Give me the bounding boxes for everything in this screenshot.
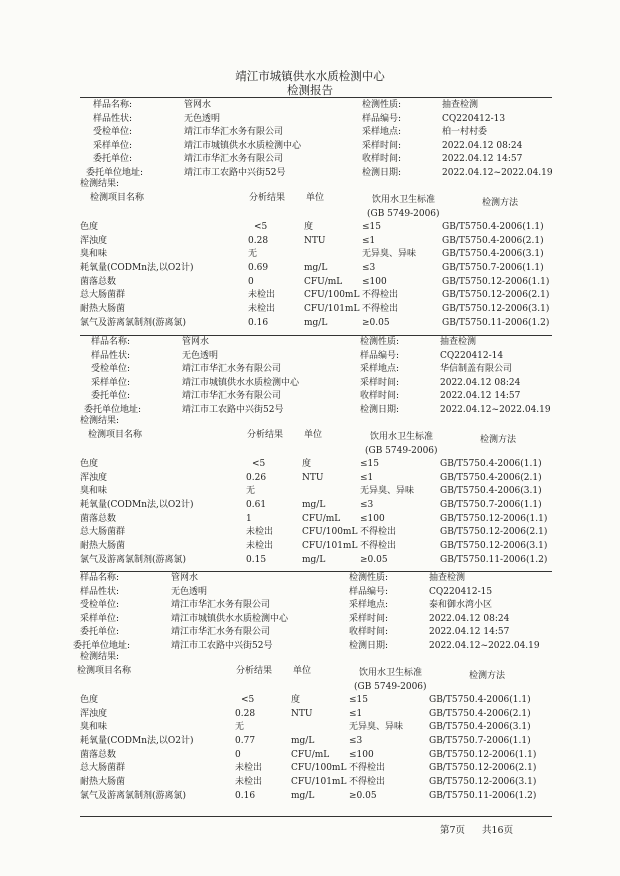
- label-sampling-unit: 采样单位:: [91, 377, 131, 388]
- label-sample-status: 样品性状:: [93, 113, 133, 124]
- label-entrusted-unit: 受检单位:: [91, 364, 131, 374]
- table-row-unit: CFU/101mL: [291, 777, 347, 787]
- table-row-result: 0.77: [235, 736, 256, 746]
- table-row-standard: ≤100: [360, 514, 385, 524]
- table-row-item: 耐热大肠菌: [80, 541, 126, 551]
- table-row-unit: mg/L: [302, 555, 326, 565]
- table-row-result: 0.61: [246, 500, 267, 510]
- table-row-standard: ≤15: [362, 222, 381, 232]
- table-row-method: GB/T5750.4-2006(3.1): [440, 486, 542, 496]
- label-client-unit: 委托单位:: [91, 391, 131, 401]
- table-row-unit: 度: [304, 222, 314, 232]
- table-row-item: 氯气及游离氯制剂(游离氯): [80, 555, 187, 565]
- table-row-method: GB/T5750.12-2006(1.1): [440, 514, 548, 524]
- table-row-result: 未检出: [248, 290, 276, 300]
- table-row-method: GB/T5750.12-2006(1.1): [429, 750, 537, 760]
- value-test-date: 2022.04.12~2022.04.19: [440, 404, 551, 415]
- value-sampling-time: 2022.04.12 08:24: [429, 613, 510, 624]
- label-receive-time: 收样时间:: [362, 154, 402, 164]
- value-site: 泰和御水湾小区: [429, 600, 493, 610]
- col-unit: 单位: [304, 430, 323, 440]
- col-result: 分析结果: [236, 666, 273, 676]
- table-row-method: GB/T5750.12-2006(3.1): [440, 541, 548, 551]
- table-row-standard: 无异臭、异味: [349, 722, 404, 732]
- table-row-result: 0.26: [246, 473, 267, 483]
- value-sampling-time: 2022.04.12 08:24: [442, 140, 523, 151]
- label-sample-status: 样品性状:: [80, 586, 120, 597]
- table-row-standard: 不得检出: [360, 541, 397, 551]
- value-test-date: 2022.04.12~2022.04.19: [429, 640, 540, 651]
- table-row-standard: 不得检出: [349, 763, 386, 773]
- table-row-standard: ≤15: [349, 695, 368, 705]
- table-row-item: 总大肠菌群: [80, 763, 126, 773]
- label-sampling-site: 采样地点:: [362, 127, 402, 137]
- table-row-method: GB/T5750.12-2006(3.1): [429, 777, 537, 787]
- table-row-item: 耐热大肠菌: [80, 304, 126, 314]
- value-sample-no: CQ220412-13: [442, 113, 506, 124]
- table-row-item: 耐热大肠菌: [80, 777, 126, 787]
- label-sampling-time: 采样时间:: [360, 377, 400, 388]
- table-row-standard: 无异臭、异味: [360, 486, 415, 496]
- value-nature: 抽查检测: [442, 100, 479, 110]
- value-client: 靖江市华汇水务有限公司: [184, 154, 284, 164]
- table-row-result: <5: [252, 459, 266, 469]
- table-row-item: 耗氧量(CODMn法,以O2计): [80, 500, 194, 510]
- page-total: 共16页: [482, 825, 514, 836]
- value-receive-time: 2022.04.12 14:57: [429, 627, 510, 637]
- table-row-item: 浑浊度: [80, 709, 108, 719]
- table-row-result: 未检出: [246, 541, 274, 551]
- table-row-standard: 不得检出: [349, 777, 386, 787]
- value-test-date: 2022.04.12~2022.04.19: [442, 167, 553, 178]
- col-method: 检测方法: [469, 671, 506, 681]
- results-heading: 检测结果:: [80, 179, 120, 189]
- table-row-result: 0.69: [248, 263, 269, 273]
- value-nature: 抽查检测: [429, 573, 466, 583]
- col-unit: 单位: [293, 666, 312, 676]
- table-row-result: 无: [248, 249, 258, 259]
- label-sample-name: 样品名称:: [93, 100, 133, 110]
- table-row-unit: mg/L: [304, 263, 328, 273]
- org-title: 靖江市城镇供水水质检测中心: [235, 69, 385, 83]
- block-divider: [80, 571, 552, 572]
- label-client-address: 委托单位地址:: [73, 640, 131, 651]
- label-sampling-unit: 采样单位:: [93, 140, 133, 151]
- table-row-result: 0: [248, 277, 254, 287]
- table-row-method: GB/T5750.4-2006(2.1): [442, 236, 544, 246]
- table-row-method: GB/T5750.4-2006(2.1): [429, 709, 531, 719]
- table-row-unit: 度: [302, 459, 312, 469]
- table-row-unit: CFU/mL: [304, 277, 343, 287]
- table-row-item: 总大肠菌群: [80, 290, 126, 300]
- table-row-standard: ≤1: [362, 236, 376, 246]
- label-receive-time: 收样时间:: [349, 627, 389, 637]
- table-row-item: 氯气及游离氯制剂(游离氯): [80, 791, 187, 801]
- value-receive-time: 2022.04.12 14:57: [442, 154, 523, 164]
- col-standard-sub: (GB 5749-2006): [354, 682, 427, 692]
- table-row-result: 未检出: [248, 304, 276, 314]
- col-standard-sub: (GB 5749-2006): [367, 209, 440, 219]
- label-sampling-time: 采样时间:: [362, 140, 402, 151]
- value-address: 靖江市工农路中兴街52号: [182, 404, 284, 415]
- value-site: 柏一村村委: [442, 127, 488, 137]
- table-row-method: GB/T5750.7-2006(1.1): [429, 736, 531, 746]
- value-address: 靖江市工农路中兴街52号: [184, 167, 286, 178]
- table-row-item: 总大肠菌群: [80, 527, 126, 537]
- table-row-result: 0: [235, 750, 241, 760]
- label-test-date: 检测日期:: [360, 404, 400, 415]
- label-sample-name: 样品名称:: [91, 337, 131, 347]
- label-receive-time: 收样时间:: [360, 391, 400, 401]
- table-row-item: 浑浊度: [80, 473, 108, 483]
- table-row-result: 0.16: [235, 791, 256, 801]
- table-row-unit: CFU/101mL: [304, 304, 360, 314]
- label-test-date: 检测日期:: [349, 640, 389, 651]
- col-result: 分析结果: [247, 430, 284, 440]
- col-standard: 饮用水卫生标准: [372, 195, 436, 205]
- value-sample-no: CQ220412-14: [440, 350, 504, 361]
- value-address: 靖江市工农路中兴街52号: [171, 640, 273, 651]
- value-sampler: 靖江市城镇供水水质检测中心: [184, 140, 302, 151]
- value-status: 无色透明: [182, 350, 219, 361]
- label-test-date: 检测日期:: [362, 167, 402, 178]
- value-entrusted: 靖江市华汇水务有限公司: [182, 364, 282, 374]
- table-row-standard: ≤100: [349, 750, 374, 760]
- block-divider: [80, 335, 552, 336]
- value-sample-no: CQ220412-15: [429, 586, 493, 597]
- table-row-standard: ≤3: [360, 500, 374, 510]
- value-nature: 抽查检测: [440, 337, 477, 347]
- table-row-item: 菌落总数: [80, 750, 117, 760]
- table-row-standard: ≥0.05: [360, 555, 388, 565]
- table-row-standard: ≥0.05: [362, 318, 390, 328]
- table-row-unit: mg/L: [291, 736, 315, 746]
- table-row-item: 菌落总数: [80, 514, 117, 524]
- label-test-nature: 检测性质:: [362, 100, 402, 110]
- table-row-unit: NTU: [304, 236, 326, 246]
- table-row-item: 臭和味: [80, 722, 108, 732]
- label-entrusted-unit: 受检单位:: [93, 127, 133, 137]
- value-sample-name: 管网水: [182, 337, 210, 347]
- label-test-nature: 检测性质:: [360, 337, 400, 347]
- value-sampler: 靖江市城镇供水水质检测中心: [171, 613, 289, 624]
- table-row-item: 色度: [80, 459, 99, 469]
- table-row-unit: mg/L: [302, 500, 326, 510]
- table-row-standard: ≤3: [349, 736, 363, 746]
- table-row-result: 0.28: [248, 236, 269, 246]
- table-row-item: 臭和味: [80, 486, 108, 496]
- table-row-method: GB/T5750.4-2006(2.1): [440, 473, 542, 483]
- col-result: 分析结果: [249, 193, 286, 203]
- label-entrusted-unit: 受检单位:: [80, 600, 120, 610]
- label-client-address: 委托单位地址:: [86, 167, 144, 178]
- table-row-method: GB/T5750.12-2006(2.1): [442, 290, 550, 300]
- col-method: 检测方法: [482, 198, 519, 208]
- table-row-result: 无: [246, 486, 256, 496]
- table-row-item: 色度: [80, 222, 99, 232]
- col-unit: 单位: [306, 193, 325, 203]
- table-row-item: 菌落总数: [80, 277, 117, 287]
- header-rule: [80, 97, 552, 98]
- value-sampling-time: 2022.04.12 08:24: [440, 377, 521, 388]
- table-row-method: GB/T5750.11-2006(1.2): [429, 791, 537, 801]
- col-item: 检测项目名称: [88, 430, 143, 440]
- col-standard: 饮用水卫生标准: [370, 432, 434, 442]
- table-row-method: GB/T5750.12-2006(1.1): [442, 277, 550, 287]
- table-row-result: 1: [246, 514, 252, 524]
- value-status: 无色透明: [171, 586, 208, 597]
- label-test-nature: 检测性质:: [349, 573, 389, 583]
- table-row-result: 未检出: [235, 763, 263, 773]
- table-row-standard: ≤100: [362, 277, 387, 287]
- report-title: 检测报告: [287, 83, 333, 97]
- table-row-unit: CFU/mL: [291, 750, 330, 760]
- table-row-item: 氯气及游离氯制剂(游离氯): [80, 318, 187, 328]
- value-client: 靖江市华汇水务有限公司: [171, 627, 271, 637]
- value-sampler: 靖江市城镇供水水质检测中心: [182, 377, 300, 388]
- table-row-standard: 不得检出: [360, 527, 397, 537]
- value-sample-name: 管网水: [184, 100, 212, 110]
- table-row-unit: mg/L: [291, 791, 315, 801]
- label-client-address: 委托单位地址:: [84, 404, 142, 415]
- table-row-method: GB/T5750.4-2006(1.1): [429, 695, 531, 705]
- table-row-unit: NTU: [291, 709, 313, 719]
- table-row-method: GB/T5750.12-2006(2.1): [440, 527, 548, 537]
- table-row-method: GB/T5750.7-2006(1.1): [440, 500, 542, 510]
- table-row-unit: CFU/100mL: [302, 527, 358, 537]
- table-row-unit: 度: [291, 695, 301, 705]
- table-row-result: 0.28: [235, 709, 256, 719]
- table-row-standard: ≤3: [362, 263, 376, 273]
- table-row-method: GB/T5750.4-2006(3.1): [442, 249, 544, 259]
- table-row-method: GB/T5750.4-2006(1.1): [442, 222, 544, 232]
- label-sample-no: 样品编号:: [360, 350, 400, 361]
- col-item: 检测项目名称: [77, 666, 132, 676]
- label-client-unit: 委托单位:: [80, 627, 120, 637]
- value-entrusted: 靖江市华汇水务有限公司: [171, 600, 271, 610]
- table-row-result: 0.15: [246, 555, 267, 565]
- label-sample-status: 样品性状:: [91, 350, 131, 361]
- table-row-unit: mg/L: [304, 318, 328, 328]
- table-row-method: GB/T5750.11-2006(1.2): [442, 318, 550, 328]
- table-row-result: <5: [254, 222, 268, 232]
- footer-rule: [80, 816, 552, 817]
- table-row-result: <5: [241, 695, 255, 705]
- table-row-standard: ≤1: [360, 473, 374, 483]
- table-row-unit: NTU: [302, 473, 324, 483]
- table-row-method: GB/T5750.7-2006(1.1): [442, 263, 544, 273]
- table-row-item: 浑浊度: [80, 236, 108, 246]
- value-entrusted: 靖江市华汇水务有限公司: [184, 127, 284, 137]
- label-sample-name: 样品名称:: [80, 573, 120, 583]
- results-heading: 检测结果:: [80, 652, 120, 662]
- label-sampling-site: 采样地点:: [360, 364, 400, 374]
- value-site: 华信制盖有限公司: [440, 364, 513, 374]
- table-row-unit: CFU/100mL: [304, 290, 360, 300]
- label-client-unit: 委托单位:: [93, 154, 133, 164]
- table-row-result: 未检出: [235, 777, 263, 787]
- col-standard: 饮用水卫生标准: [359, 668, 423, 678]
- table-row-method: GB/T5750.4-2006(1.1): [440, 459, 542, 469]
- col-item: 检测项目名称: [90, 193, 145, 203]
- table-row-method: GB/T5750.4-2006(3.1): [429, 722, 531, 732]
- table-row-method: GB/T5750.12-2006(3.1): [442, 304, 550, 314]
- label-sampling-unit: 采样单位:: [80, 613, 120, 624]
- table-row-method: GB/T5750.12-2006(2.1): [429, 763, 537, 773]
- table-row-standard: ≤1: [349, 709, 363, 719]
- table-row-result: 无: [235, 722, 245, 732]
- table-row-standard: ≥0.05: [349, 791, 377, 801]
- table-row-item: 耗氧量(CODMn法,以O2计): [80, 263, 194, 273]
- label-sample-no: 样品编号:: [349, 586, 389, 597]
- label-sampling-site: 采样地点:: [349, 600, 389, 610]
- table-row-item: 耗氧量(CODMn法,以O2计): [80, 736, 194, 746]
- table-row-standard: 无异臭、异味: [362, 249, 417, 259]
- table-row-unit: CFU/mL: [302, 514, 341, 524]
- table-row-standard: 不得检出: [362, 290, 399, 300]
- table-row-item: 色度: [80, 695, 99, 705]
- value-sample-name: 管网水: [171, 573, 199, 583]
- page-number: 第7页: [440, 825, 466, 836]
- col-standard-sub: (GB 5749-2006): [365, 446, 438, 456]
- label-sample-no: 样品编号:: [362, 113, 402, 124]
- results-heading: 检测结果:: [80, 416, 120, 426]
- table-row-result: 0.16: [248, 318, 269, 328]
- table-row-unit: CFU/100mL: [291, 763, 347, 773]
- table-row-unit: CFU/101mL: [302, 541, 358, 551]
- table-row-item: 臭和味: [80, 249, 108, 259]
- value-receive-time: 2022.04.12 14:57: [440, 391, 521, 401]
- table-row-method: GB/T5750.11-2006(1.2): [440, 555, 548, 565]
- col-method: 检测方法: [480, 435, 517, 445]
- label-sampling-time: 采样时间:: [349, 613, 389, 624]
- value-client: 靖江市华汇水务有限公司: [182, 391, 282, 401]
- table-row-standard: ≤15: [360, 459, 379, 469]
- table-row-result: 未检出: [246, 527, 274, 537]
- value-status: 无色透明: [184, 113, 221, 124]
- table-row-standard: 不得检出: [362, 304, 399, 314]
